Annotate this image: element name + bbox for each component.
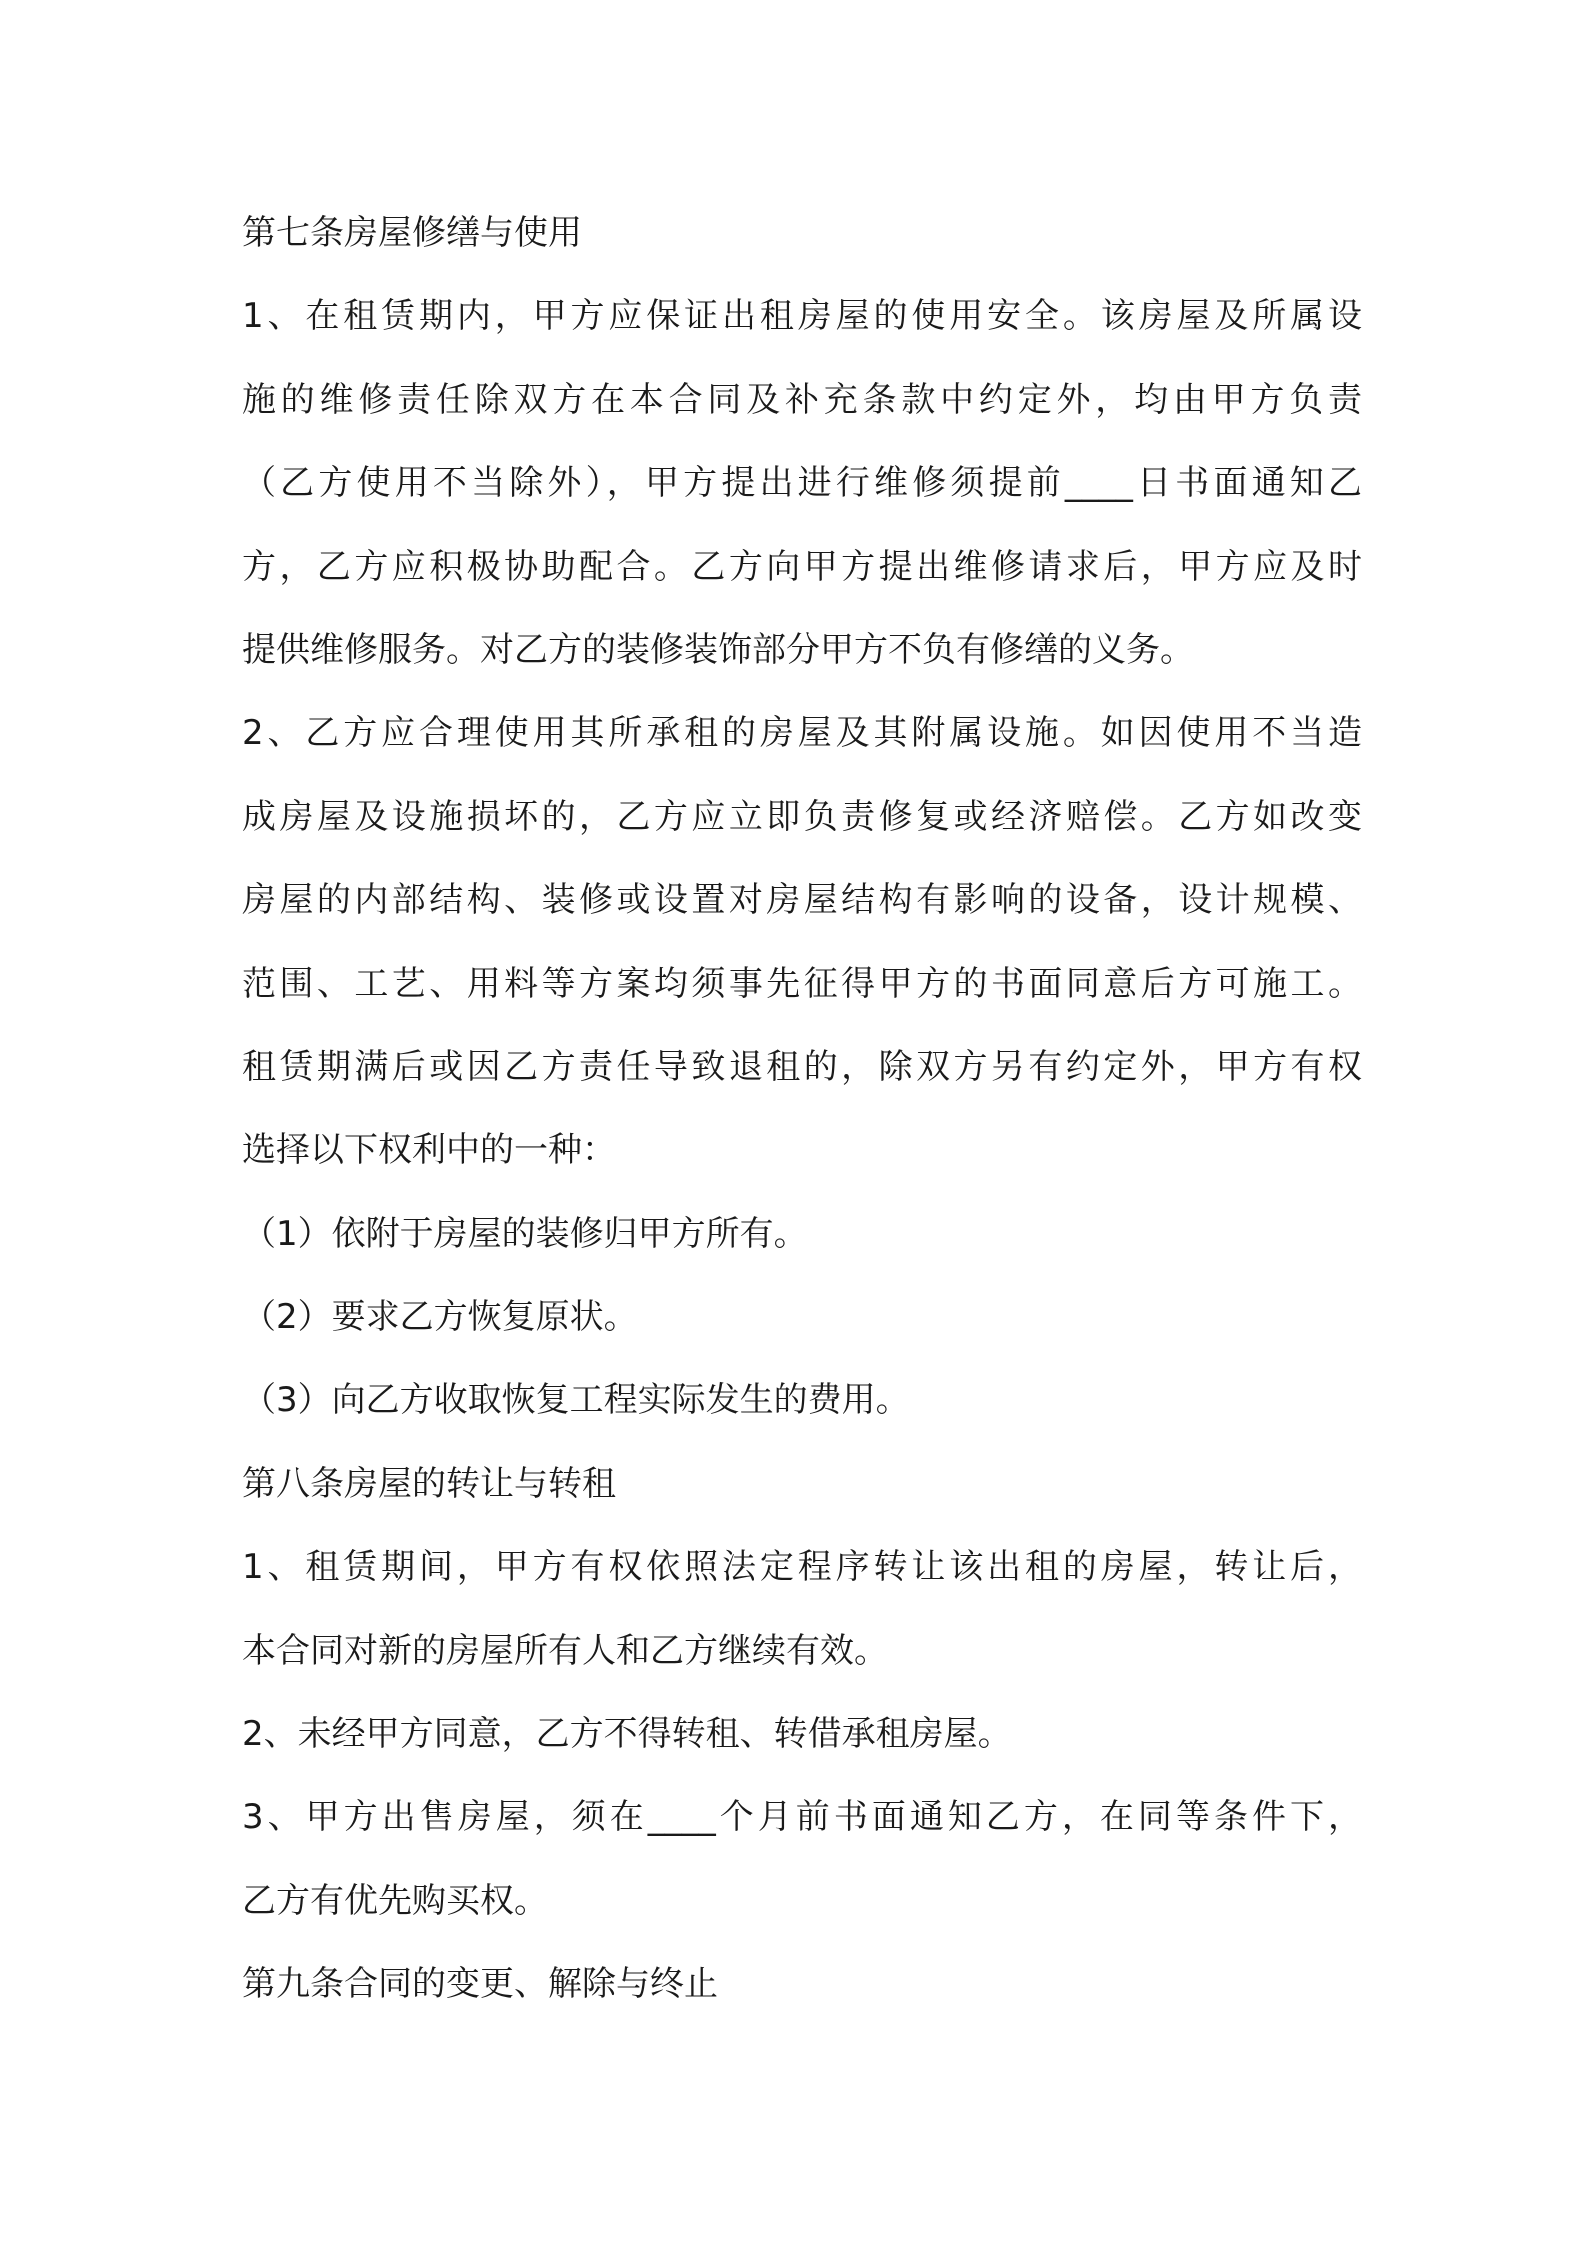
paragraph-line: 施的维修责任除双方在本合同及补充条款中约定外，均由甲方负责 <box>242 379 1362 420</box>
paragraph-line: 2、乙方应合理使用其所承租的房屋及其附属设施。如因使用不当造 <box>242 713 1362 754</box>
section-heading-9: 第九条合同的变更、解除与终止 <box>242 1964 718 2005</box>
list-item: （2）要求乙方恢复原状。 <box>242 1297 638 1338</box>
paragraph-line: 房屋的内部结构、装修或设置对房屋结构有影响的设备，设计规模、 <box>242 880 1362 921</box>
paragraph-line: 1、在租赁期内，甲方应保证出租房屋的使用安全。该房屋及所属设 <box>242 296 1362 337</box>
paragraph-line: 2、未经甲方同意，乙方不得转租、转借承租房屋。 <box>242 1714 1012 1755</box>
paragraph-line: 提供维修服务。对乙方的装修装饰部分甲方不负有修缮的义务。 <box>242 629 1194 670</box>
paragraph-line: 1、租赁期间，甲方有权依照法定程序转让该出租的房屋，转让后， <box>242 1547 1362 1588</box>
paragraph-line: 租赁期满后或因乙方责任导致退租的，除双方另有约定外，甲方有权 <box>242 1046 1362 1087</box>
paragraph-line: 本合同对新的房屋所有人和乙方继续有效。 <box>242 1630 888 1671</box>
paragraph-line: 选择以下权利中的一种： <box>242 1130 616 1171</box>
list-item: （3）向乙方收取恢复工程实际发生的费用。 <box>242 1380 910 1421</box>
paragraph-line: 方，乙方应积极协助配合。乙方向甲方提出维修请求后，甲方应及时 <box>242 546 1362 587</box>
section-heading-8: 第八条房屋的转让与转租 <box>242 1463 616 1504</box>
paragraph-line: 3、甲方出售房屋，须在____个月前书面通知乙方，在同等条件下， <box>242 1797 1362 1838</box>
paragraph-line: 乙方有优先购买权。 <box>242 1880 548 1921</box>
section-heading-7: 第七条房屋修缮与使用 <box>242 213 582 253</box>
paragraph-line: （乙方使用不当除外），甲方提出进行维修须提前____日书面通知乙 <box>242 463 1362 504</box>
contract-page <box>242 192 1362 2027</box>
paragraph-line: 范围、工艺、用料等方案均须事先征得甲方的书面同意后方可施工。 <box>242 963 1362 1004</box>
paragraph-line: 成房屋及设施损坏的，乙方应立即负责修复或经济赔偿。乙方如改变 <box>242 796 1362 837</box>
list-item: （1）依附于房屋的装修归甲方所有。 <box>242 1213 808 1254</box>
